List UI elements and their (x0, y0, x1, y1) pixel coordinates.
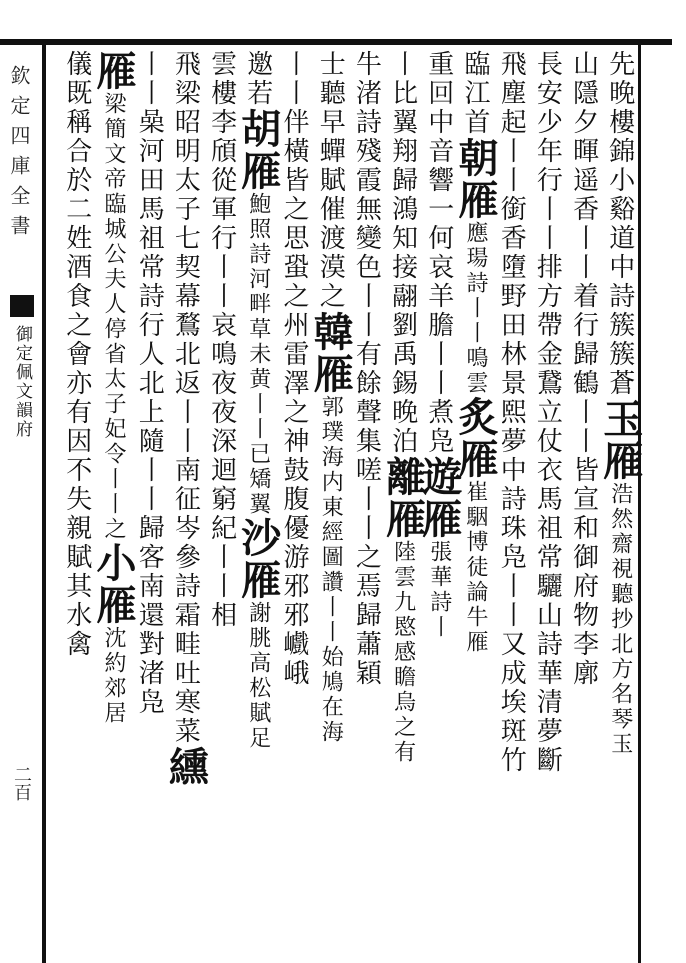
text-run: 鶴丨丨皆宣和御府物李廓 (568, 369, 599, 688)
text-run: 臨江首 (460, 50, 490, 137)
headword: 胡雁 (234, 108, 282, 192)
headword: 纁 (162, 746, 210, 788)
text-run: 山隱夕暉遥香丨丨着行歸 (568, 50, 599, 369)
text-run: 邀若 (242, 50, 273, 108)
text-run: 牛渚詩殘霞無變色丨丨有餘聲 (351, 50, 382, 427)
headword: 炙雁 (452, 396, 499, 480)
text-column (128, 50, 170, 950)
citation-text: 謝朓高松賦足 (245, 601, 271, 751)
text-run: 雲樓 (206, 50, 237, 108)
citation-text: 鮑照詩河畔草未黄丨丨已矯翼 (245, 192, 271, 517)
text-run: 晚樓錦小谿道中詩簇簇蒼 (604, 79, 635, 398)
headword: 沙雁 (234, 517, 282, 601)
citation-text: 郭璞海内東經圖讚丨丨始鳩在海 (318, 395, 344, 745)
text-column (162, 50, 210, 950)
text-run: 丨丨伴橫皆之思蛩 (279, 50, 309, 282)
frame-top-border (0, 39, 672, 45)
headword: 韓雁 (307, 311, 355, 395)
text-column (90, 50, 137, 950)
text-run: 儀既稱合於二姓酒食之會亦有因不失親 (61, 50, 92, 543)
citation-text: 浩然齋視聽抄北方名琴玉 (607, 482, 633, 757)
headword: 遊雁 (415, 456, 463, 540)
text-run: 李頎從軍行丨丨哀鳴夜夜深 (206, 108, 237, 456)
citation-text: 張華詩丨 (426, 540, 452, 640)
spine-page-number: 二百 (11, 765, 32, 801)
headword: 小雁 (90, 542, 137, 626)
text-run: 賦其水禽 (61, 543, 92, 659)
text-column (563, 50, 605, 950)
frame-left-border (42, 39, 46, 963)
text-run: 中音響一何哀 (423, 108, 454, 282)
text-run: 之州雷澤之神鼓腹優游邪邪巇峨 (279, 282, 309, 688)
text-run: 重回 (423, 50, 454, 108)
book-spine-margin (0, 45, 40, 963)
text-run: 士聽早蟬賦催渡漠之 (315, 50, 346, 311)
text-column (234, 50, 282, 950)
text-column (56, 50, 98, 950)
spine-fishtail-mark (10, 295, 34, 317)
text-run: 迴窮紀丨丨相 (206, 456, 237, 630)
text-column (526, 50, 568, 950)
text-column (345, 50, 387, 950)
text-run: 飛梁昭明太子七契幕鶩北返丨丨南征岑參詩霜畦吐寒菜 (170, 50, 201, 746)
headword: 玉雁 (596, 398, 644, 482)
text-column (596, 50, 644, 950)
citation-text: 梁簡文帝臨城公夫人停省太子妃令丨丨之 (101, 92, 126, 542)
text-run: 羊膽丨丨煮凫 (423, 282, 454, 456)
text-run: 長安少年行丨丨排方帶金鵞立仗衣馬祖常驪山詩華清夢斷 (532, 50, 563, 775)
headword: 雁 (90, 50, 137, 92)
spine-book-title: 御定佩文韻府 (12, 325, 32, 439)
text-column (307, 50, 355, 950)
citation-text: 陸雲九愍感瞻烏之有 (390, 540, 416, 765)
spine-collection-title: 欽定四庫全書 (7, 65, 31, 245)
text-run: 集嗟丨丨之焉歸蕭穎 (351, 427, 382, 688)
citation-text: 崔駰博徒論牛 (463, 480, 488, 630)
citation-text: 雁 (463, 630, 488, 655)
text-run: 飛塵起丨丨銜香墮野田林景熙夢中詩珠凫丨丨又成埃斑竹 (496, 50, 527, 775)
text-run: 先 (604, 50, 635, 79)
text-column (201, 50, 243, 950)
citation-text: 應瑒詩丨丨鳴雲 (463, 221, 488, 396)
main-text-block (55, 50, 644, 950)
headword: 朝雁 (452, 137, 499, 221)
text-run: 丨丨喿河田馬祖常詩行人北上隨丨丨歸客南還對渚凫 (134, 50, 165, 717)
text-run: 丨比翼翔歸鴻知接翮劉禹錫晚泊 (387, 50, 418, 456)
text-column (379, 50, 427, 950)
headword: 離雁 (379, 456, 427, 540)
citation-text: 沈約郊居 (101, 626, 126, 726)
